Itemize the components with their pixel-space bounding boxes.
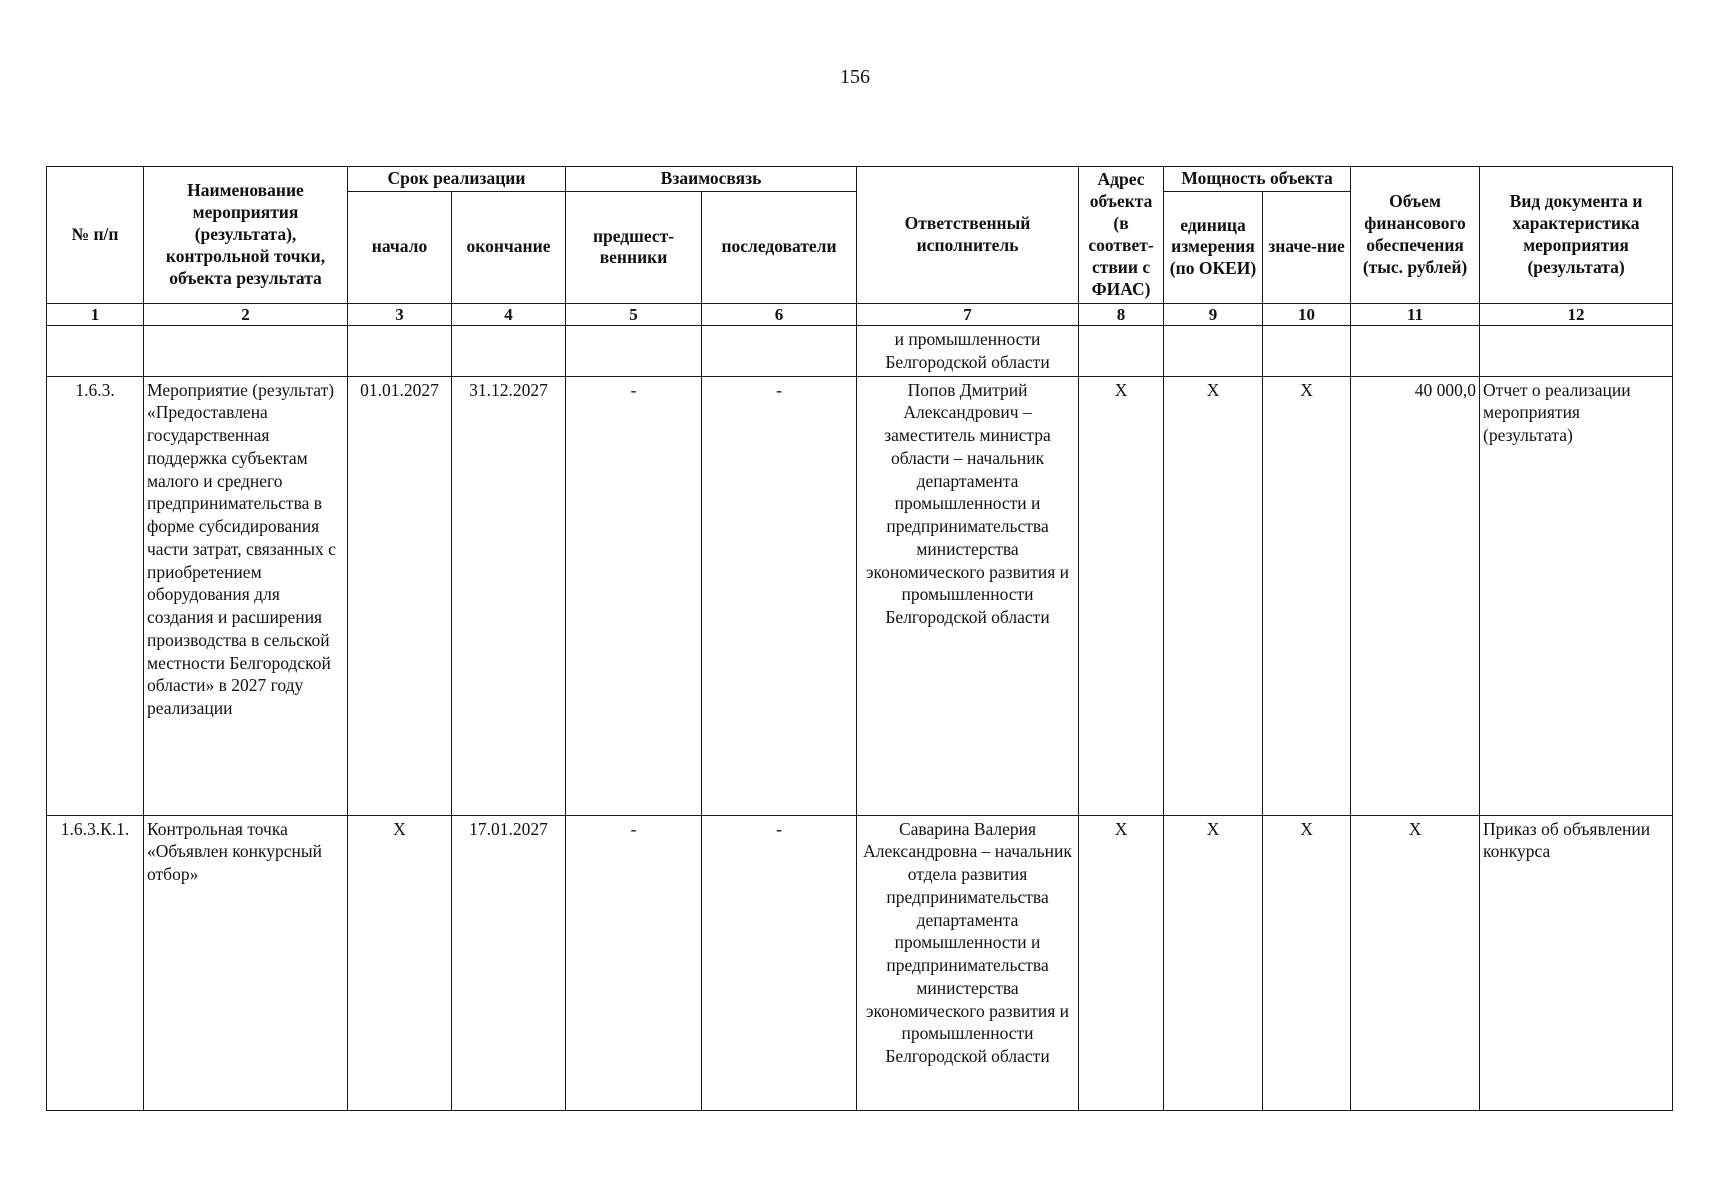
cell-name — [144, 326, 348, 377]
cell-num — [47, 326, 144, 377]
table-row — [47, 326, 1673, 377]
cell-name: Контрольная точка «Объявлен конкурсный отбор» — [144, 815, 348, 1110]
header-capacity-unit: единица измерения (по ОКЕИ) — [1164, 191, 1263, 303]
header-num: № п/п — [47, 167, 144, 304]
column-number: 4 — [452, 303, 566, 325]
header-period-end: окончание — [452, 191, 566, 303]
cell-num: 1.6.3. — [47, 376, 144, 815]
column-number: 3 — [348, 303, 452, 325]
cell-doc: Отчет о реализации мероприятия (результата) — [1480, 376, 1673, 815]
column-number: 10 — [1263, 303, 1351, 325]
cell-num: 1.6.3.К.1. — [47, 815, 144, 1110]
header-finance: Объем финансового обеспечения (тыс. рублей) — [1351, 167, 1480, 304]
table-row — [47, 376, 1673, 815]
cell-value — [1263, 326, 1351, 377]
cell-end — [452, 326, 566, 377]
header-relation-predecessors: предшест-венники — [566, 191, 702, 303]
table-row — [47, 815, 1673, 1110]
cell-doc — [1480, 326, 1673, 377]
cell-address: Х — [1079, 815, 1164, 1110]
cell-unit: Х — [1164, 376, 1263, 815]
cell-responsible: Попов Дмитрий Александрович – заместитель министра области – начальник департамента промышленности и предпринимательства министерства экономического развития и промышленности Белгородской области — [857, 376, 1079, 815]
header-relation: Взаимосвязь — [566, 167, 857, 192]
page-number: 156 — [840, 66, 870, 88]
cell-start — [348, 326, 452, 377]
column-number: 6 — [702, 303, 857, 325]
cell-responsible: и промышленности Белгородской области — [857, 326, 1079, 377]
cell-predecessors: - — [566, 815, 702, 1110]
cell-value: Х — [1263, 815, 1351, 1110]
cell-end: 17.01.2027 — [452, 815, 566, 1110]
cell-finance: 40 000,0 — [1351, 376, 1480, 815]
column-number: 12 — [1480, 303, 1673, 325]
cell-successors: - — [702, 376, 857, 815]
column-number: 1 — [47, 303, 144, 325]
cell-predecessors: - — [566, 376, 702, 815]
cell-address — [1079, 326, 1164, 377]
header-period-start: начало — [348, 191, 452, 303]
header-capacity-value: значе-ние — [1263, 191, 1351, 303]
header-responsible: Ответственный исполнитель — [857, 167, 1079, 304]
cell-finance: Х — [1351, 815, 1480, 1110]
header-capacity: Мощность объекта — [1164, 167, 1351, 192]
cell-address: Х — [1079, 376, 1164, 815]
implementation-plan-table — [46, 166, 1673, 1111]
cell-finance — [1351, 326, 1480, 377]
cell-name: Мероприятие (результат) «Предоставлена государственная поддержка субъектам малого и среднего предпринимательства в форме субсидирования части затрат, связанных с приобретением оборудования для создания и расширения производства в сельской местности Белгородской области» в 2027 году реализации — [144, 376, 348, 815]
cell-start: Х — [348, 815, 452, 1110]
cell-responsible: Саварина Валерия Александровна – начальник отдела развития предпринимательства департамента промышленности и предпринимательства министерства экономического развития и промышленности Белгородской области — [857, 815, 1079, 1110]
cell-end: 31.12.2027 — [452, 376, 566, 815]
cell-successors: - — [702, 815, 857, 1110]
header-name: Наименование мероприятия (результата), контрольной точки, объекта результата — [144, 167, 348, 304]
header-address: Адрес объекта (в соответ-ствии с ФИАС) — [1079, 167, 1164, 304]
column-number: 11 — [1351, 303, 1480, 325]
column-number: 2 — [144, 303, 348, 325]
cell-doc: Приказ об объявлении конкурса — [1480, 815, 1673, 1110]
cell-unit: Х — [1164, 815, 1263, 1110]
column-number: 8 — [1079, 303, 1164, 325]
header-doc-type: Вид документа и характеристика мероприятия (результата) — [1480, 167, 1673, 304]
column-number: 9 — [1164, 303, 1263, 325]
column-number: 5 — [566, 303, 702, 325]
cell-value: Х — [1263, 376, 1351, 815]
header-period: Срок реализации — [348, 167, 566, 192]
cell-successors — [702, 326, 857, 377]
cell-predecessors — [566, 326, 702, 377]
cell-unit — [1164, 326, 1263, 377]
cell-start: 01.01.2027 — [348, 376, 452, 815]
header-relation-successors: последователи — [702, 191, 857, 303]
column-number: 7 — [857, 303, 1079, 325]
